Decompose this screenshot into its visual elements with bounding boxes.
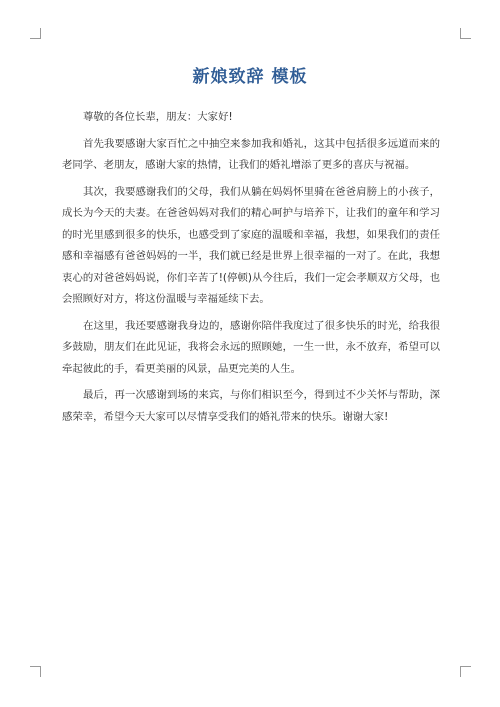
crop-mark-top-left <box>30 28 41 39</box>
body-paragraph-thanks-guests: 首先我要感谢大家百忙之中抽空来参加我和婚礼，这其中包括很多远道而来的老同学、老朋友，感谢大家的热情，让我们的婚礼增添了更多的喜庆与祝福。 <box>62 137 440 171</box>
crop-mark-bottom-right <box>460 666 471 677</box>
document-title: 新娘致辞 模板 <box>192 67 308 87</box>
body-paragraph-thanks-partner: 在这里，我还要感谢我身边的，感谢你陪伴我度过了很多快乐的时光，给我很多鼓励，朋友们在此见证，我将会永远的照顾她，一生一世，永不放弃，希望可以牵起彼此的手，看更美丽的风景，品更完美的人生。 <box>62 319 440 375</box>
crop-mark-bottom-left <box>30 666 41 677</box>
body-paragraph-closing: 最后，再一次感谢到场的来宾，与你们相识至今，得到过不少关怀与帮助，深感荣幸，希望今天大家可以尽情享受我们的婚礼带来的快乐。谢谢大家! <box>62 389 440 423</box>
greeting-paragraph: 尊敬的各位长辈，朋友：大家好! <box>83 111 233 123</box>
document-body <box>62 107 440 433</box>
body-paragraph-thanks-parents: 其次，我要感谢我们的父母，我们从躺在妈妈怀里骑在爸爸肩膀上的小孩子，成长为今天的夫妻。在爸爸妈妈对我们的精心呵护与培养下，让我们的童年和学习的时光里感到很多的快乐，也感受到了家庭的温暖和幸福，我想，如果我们的责任感和幸福感有爸爸妈妈的一半，我们就已经是世界上很幸福的一对了。在此，我想衷心的对爸爸妈妈说，你们辛苦了!(停顿)从今往后，我们一定会孝顺双方父母，也会照顾好对方，将这份温暖与幸福延续下去。 <box>62 185 440 305</box>
crop-mark-top-right <box>460 28 471 39</box>
